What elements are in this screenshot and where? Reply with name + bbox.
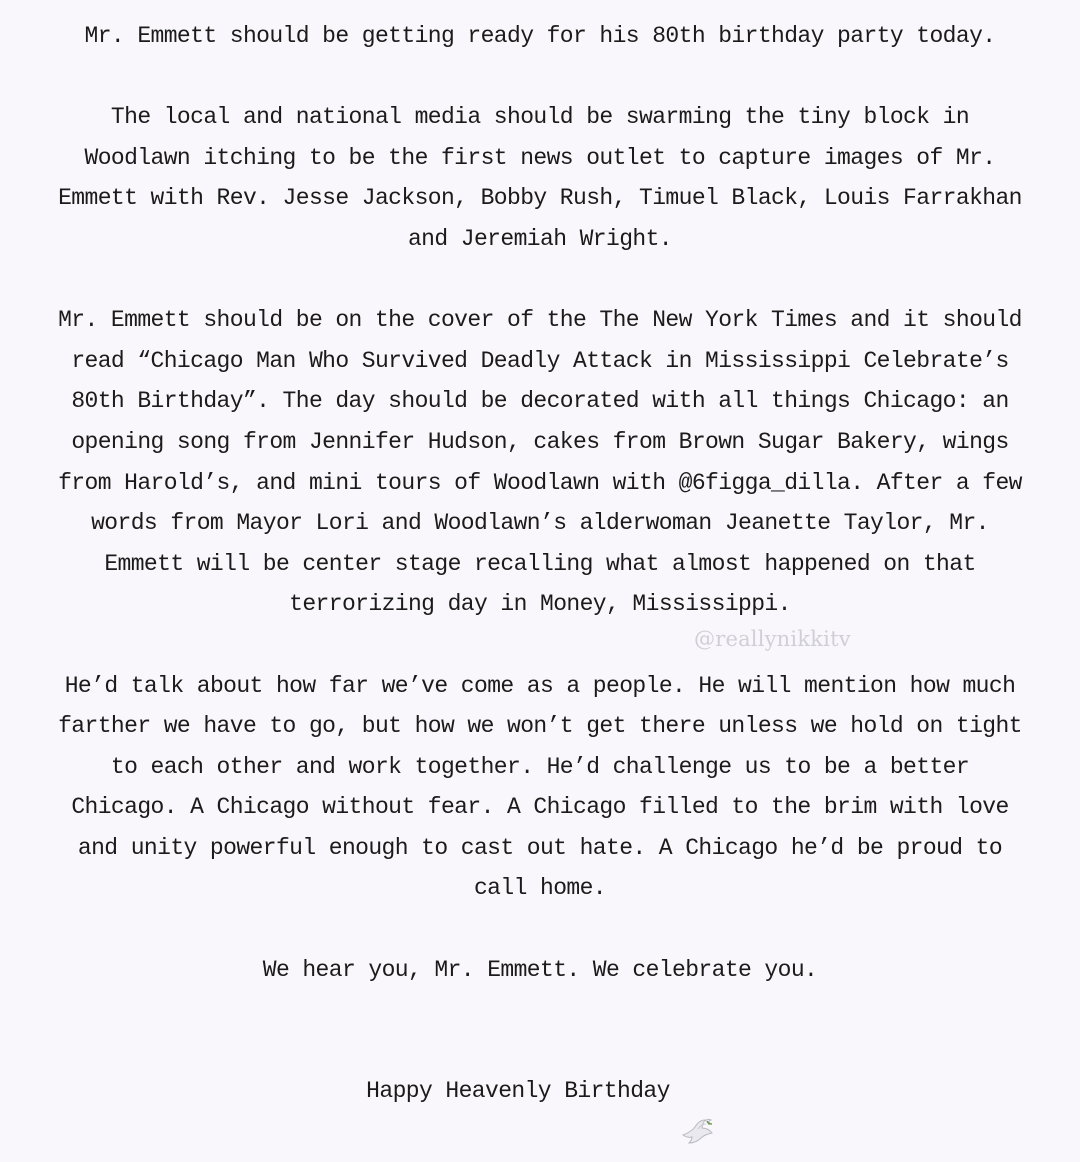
paragraph-gap bbox=[40, 57, 1040, 98]
paragraph-media: The local and national media should be swarming the tiny block in Woodlawn itching to be the first news outlet to capture images of Mr. Emmett with Rev. Jesse Jackson, Bobby Rush, Timuel Black, Louis Farrakhan and Jeremiah Wright. bbox=[58, 104, 1022, 252]
paragraph-gap bbox=[40, 260, 1040, 301]
paragraph-tribute: We hear you, Mr. Emmett. We celebrate you. bbox=[262, 956, 818, 983]
paragraph-celebration: Mr. Emmett should be on the cover of the The New York Times and it should read “Chicago Man Who Survived Deadly Attack in Mississippi Celebrate’s 80th Birthday”. The day should be decorated with all things Chicago: an opening song from Jennifer Hudson, cakes from Brown Sugar Bakery, wings from Harold’s, and mini tours of Woodlawn with @6figga_dilla. After a few words from Mayor Lori and Woodlawn’s alderwoman Jeanette Taylor, Mr. Emmett will be center stage recalling what almost happened on that terrorizing day in Money, Mississippi. bbox=[58, 307, 1022, 618]
watermark: @reallynikkitv bbox=[694, 627, 851, 651]
dove-icon bbox=[680, 1077, 714, 1107]
paragraph-speech: He’d talk about how far we’ve come as a people. He will mention how much farther we have to go, but how we won’t get there unless we hold on tight to each other and work together. He’d challenge us to be a better Chicago. A Chicago without fear. A Chicago filled to the brim with love and unity powerful enough to cast out hate. A Chicago he’d be proud to call home. bbox=[58, 672, 1022, 902]
paragraph-intro: Mr. Emmett should be getting ready for his 80th birthday party today. bbox=[84, 23, 996, 49]
paragraph-gap bbox=[40, 625, 1040, 666]
paragraph-gap bbox=[40, 990, 1040, 1031]
closing-text: Happy Heavenly Birthday bbox=[366, 1078, 670, 1105]
closing-line bbox=[40, 1031, 1040, 1112]
paragraph-gap bbox=[40, 909, 1040, 950]
